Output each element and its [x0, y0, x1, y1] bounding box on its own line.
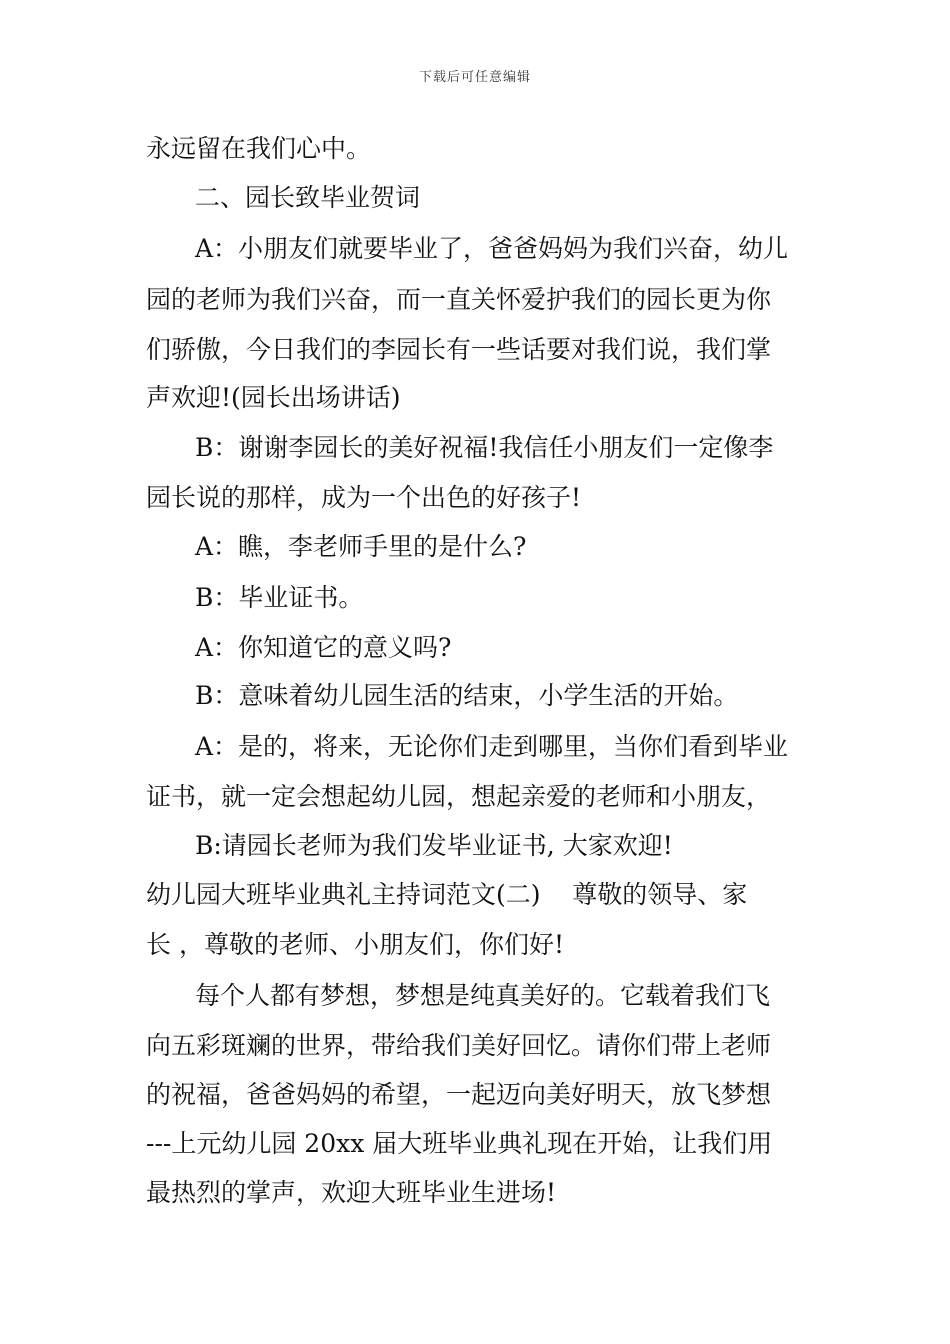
body-line: A：是的，将来，无论你们走到哪里，当你们看到毕业: [195, 732, 789, 761]
page-header-note: 下载后可任意编辑: [418, 70, 531, 85]
body-line: B:请园长老师为我们发毕业证书, 大家欢迎!: [195, 831, 673, 860]
body-line: A：瞧，李老师手里的是什么?: [195, 532, 527, 561]
body-line: 长 ，尊敬的老师、小朋友们，你们好!: [146, 930, 564, 959]
body-line: 最热烈的掌声，欢迎大班毕业生进场!: [146, 1178, 557, 1207]
body-line: 向五彩斑斓的世界，带给我们美好回忆。请你们带上老师: [146, 1031, 772, 1060]
body-line: B：谢谢李园长的美好祝福!我信任小朋友们一定像李: [195, 433, 774, 462]
body-line: 每个人都有梦想，梦想是纯真美好的。它载着我们飞: [195, 981, 771, 1010]
section-heading: 二、园长致毕业贺词: [195, 183, 421, 212]
body-line: 幼儿园大班毕业典礼主持词范文(二) 尊敬的领导、家: [146, 880, 748, 909]
body-line: 证书，就一定会想起幼儿园，想起亲爱的老师和小朋友，: [146, 782, 772, 811]
body-line: 的祝福，爸爸妈妈的希望，一起迈向美好明天，放飞梦想: [146, 1080, 772, 1109]
body-line: 园的老师为我们兴奋，而一直关怀爱护我们的园长更为你: [146, 285, 772, 314]
body-line: 永远留在我们心中。: [146, 134, 372, 163]
body-line: A：小朋友们就要毕业了，爸爸妈妈为我们兴奋，幼儿: [195, 234, 789, 263]
body-line: 声欢迎!(园长出场讲话): [146, 383, 401, 412]
body-line: 园长说的那样，成为一个出色的好孩子!: [146, 483, 582, 512]
body-line: B：意味着幼儿园生活的结束，小学生活的开始。: [195, 681, 739, 710]
body-line: ---上元幼儿园 20xx 届大班毕业典礼现在开始，让我们用: [146, 1129, 773, 1158]
body-line: 们骄傲，今日我们的李园长有一些话要对我们说，我们掌: [146, 335, 772, 364]
body-line: B：毕业证书。: [195, 583, 364, 612]
body-line: A：你知道它的意义吗?: [195, 633, 452, 662]
